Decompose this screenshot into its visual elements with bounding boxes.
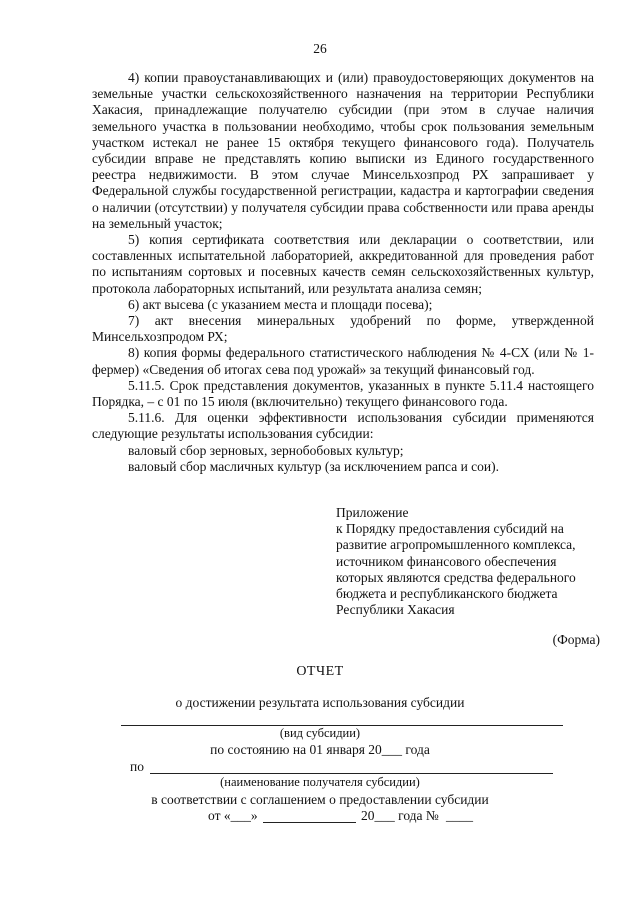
paragraph-5-11-5: 5.11.5. Срок представления документов, указанных в пункте 5.11.4 настоящего Порядка, – с 01 по 15 июля (включительно) текущего финансового года. <box>92 377 594 410</box>
appendix-line: Республики Хакасия <box>336 602 455 618</box>
result-item-oilseed: валовый сбор масличных культур (за исключением рапса и сои). <box>128 458 500 474</box>
recipient-caption: (наименование получателя субсидии) <box>220 775 420 789</box>
appendix-line: к Порядку предоставления субсидий на <box>336 521 564 537</box>
recipient-underline <box>150 773 553 774</box>
result-item-grain: валовый сбор зерновых, зернобобовых культур; <box>128 442 404 458</box>
report-subtitle: о достижении результата использования субсидии <box>175 695 465 710</box>
report-title: ОТЧЕТ <box>296 664 344 679</box>
form-label: (Форма) <box>552 632 600 647</box>
paragraph-item-5: 5) копия сертификата соответствия или декларации о соответствии, или составленных испытательной лабораторией, аккредитованной для проведения работ по испытаниям сортовых и посевных качеств семян сельскохозяйственных культур, протокола лабораторных испытаний, или результата анализа семян; <box>92 232 594 296</box>
agreement-line: в соответствии с соглашением о предоставлении субсидии <box>151 792 489 807</box>
paragraph-item-7: 7) акт внесения минеральных удобрений по форме, утвержденной Минсельхозпродом РХ; <box>92 313 594 345</box>
agreement-number-blank: ____ <box>446 808 473 823</box>
paragraph-item-6: 6) акт высева (с указанием места и площади посева); <box>128 296 433 312</box>
appendix-line: развитие агропромышленного комплекса, <box>336 537 576 553</box>
appendix-line: источником финансового обеспечения <box>336 553 557 569</box>
agreement-date-prefix: от «___» <box>208 808 258 823</box>
appendix-line: бюджета и республиканского бюджета <box>336 586 558 602</box>
subsidy-type-caption: (вид субсидии) <box>279 726 361 740</box>
appendix-line: Приложение <box>336 505 409 520</box>
appendix-line: которых являются средства федерального <box>336 569 576 585</box>
page-number: 26 <box>313 41 327 56</box>
as-of-date-line: по состоянию на 01 января 20___ года <box>210 742 430 757</box>
agreement-year-number: 20___ года № <box>361 808 439 823</box>
paragraph-item-4: 4) копии правоустанавливающих и (или) правоудостоверяющих документов на земельные участки сельскохозяйственного назначения на территории Республики Хакасия, принадлежащие получателю субсидии (при этом в случае наличия земельного участка в пользовании необходимо, чтобы срок пользования земельным участком истекал не ранее 15 октября текущего финансового года). Получатель субсидии вправе не представлять копию выписки из Единого государственного реестра недвижимости. В этом случае Минсельхозпрод РХ запрашивает у Федеральной службы государственной регистрации, кадастра и картографии сведения о наличии (отсутствии) у получателя субсидии права собственности или права аренды на земельный участок; <box>92 70 594 231</box>
po-label: по <box>130 759 144 774</box>
paragraph-5-11-6: 5.11.6. Для оценки эффективности использования субсидии применяются следующие результаты использования субсидии: <box>92 410 594 442</box>
agreement-date-underline <box>263 822 356 823</box>
appendix-block <box>336 505 606 618</box>
document-body <box>92 70 594 475</box>
paragraph-item-8: 8) копия формы федерального статистического наблюдения № 4-СХ (или № 1-фермер) «Сведения об итогах сева под урожай» за текущий финансовый год. <box>92 345 594 377</box>
